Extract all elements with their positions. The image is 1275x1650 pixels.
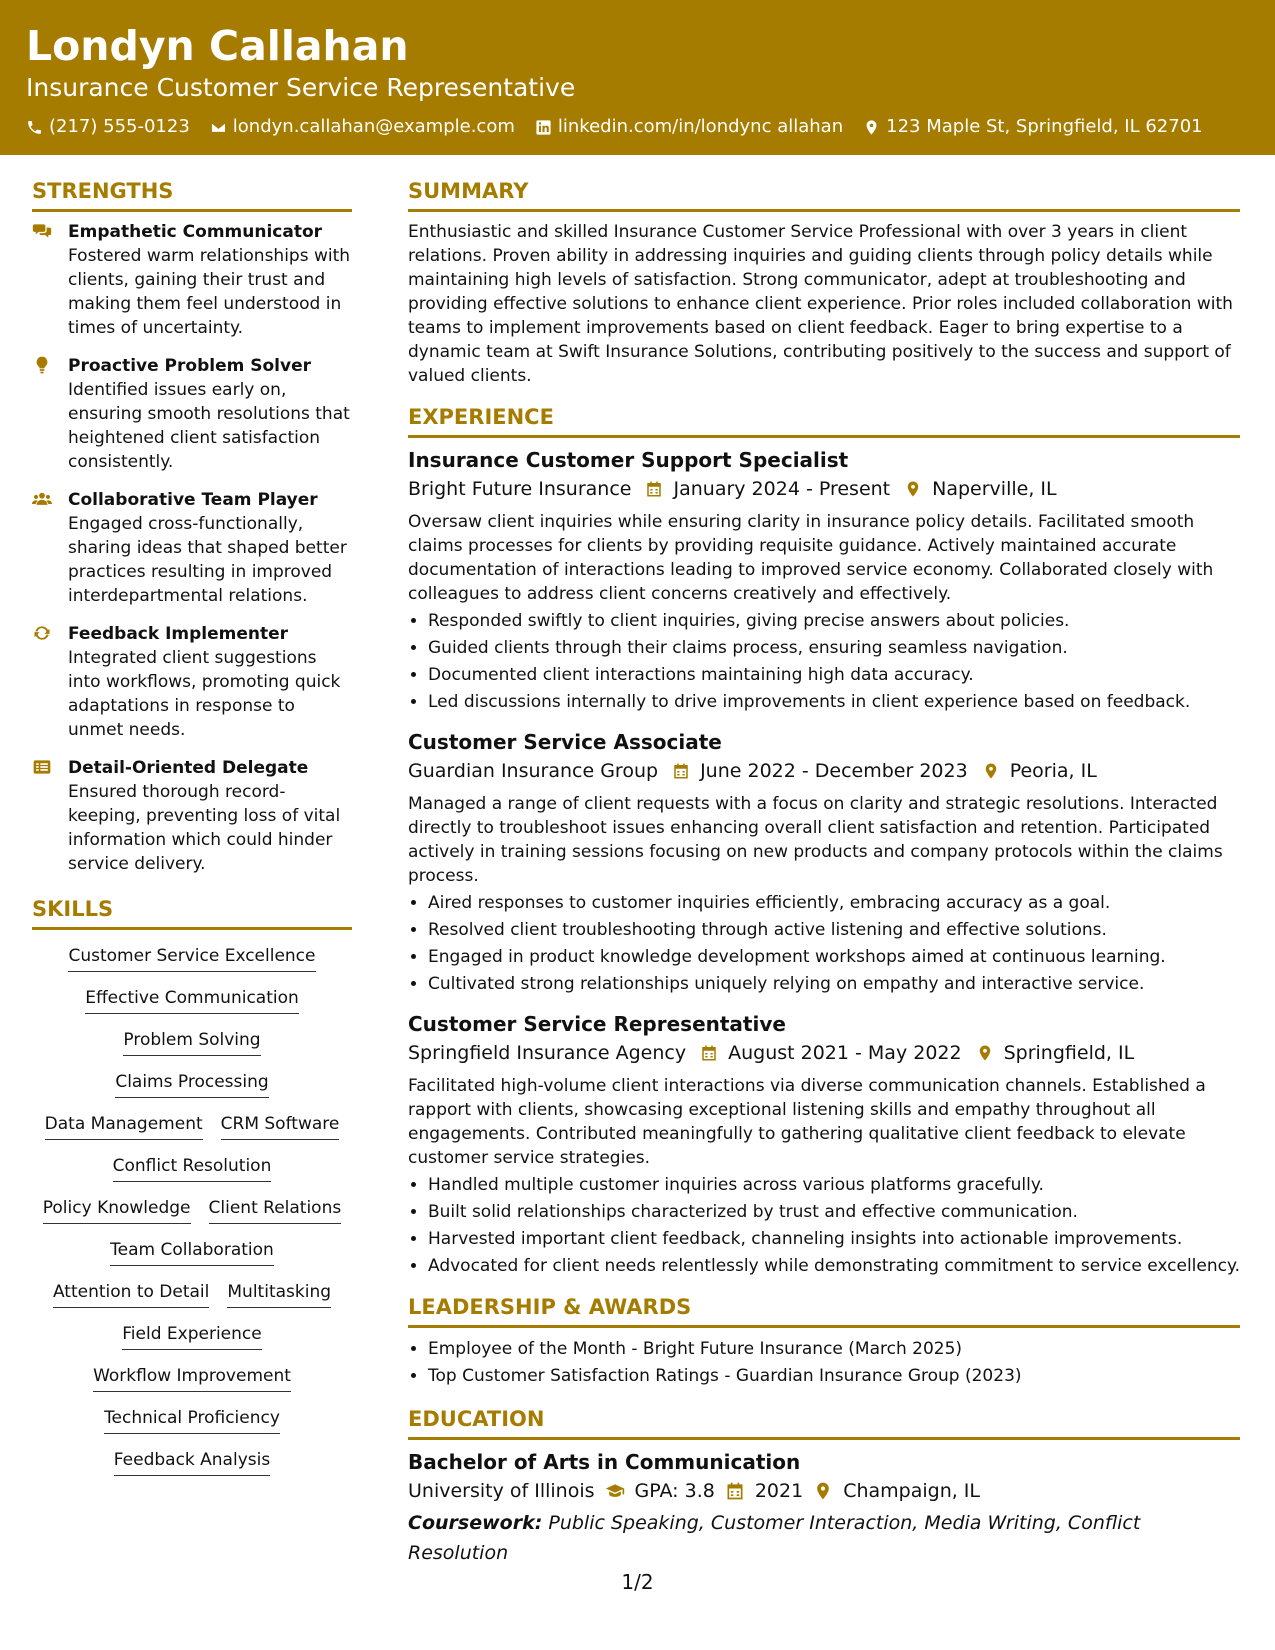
skill-row <box>43 1196 341 1224</box>
strength-item <box>32 756 352 876</box>
address-text: 123 Maple St, Springfield, IL 62701 <box>886 116 1203 137</box>
users-icon <box>32 489 52 509</box>
contact-phone[interactable] <box>26 114 190 140</box>
skill-row <box>110 1238 274 1266</box>
school-location: Champaign, IL <box>843 1480 981 1502</box>
job-dates: June 2022 - December 2023 <box>700 760 968 782</box>
job-location: Springfield, IL <box>1003 1042 1135 1064</box>
job-bullet: • Handled multiple customer inquiries across various platforms gracefully. <box>428 1172 1240 1199</box>
strength-title: Empathetic Communicator <box>68 222 323 242</box>
map-marker-icon <box>982 762 1000 780</box>
gpa-text: GPA: 3.8 <box>634 1480 715 1502</box>
calendar-icon <box>725 1481 745 1501</box>
strengths-heading: STRENGTHS <box>32 176 352 212</box>
phone-text: (217) 555-0123 <box>49 116 190 137</box>
coursework <box>408 1508 1240 1568</box>
page-number: 1/2 <box>621 1570 654 1594</box>
strength-item <box>32 354 352 474</box>
contact-email[interactable] <box>210 114 515 140</box>
job-title: Customer Service Associate <box>408 730 722 754</box>
linkedin-text: linkedin.com/in/londync allahan <box>557 116 844 137</box>
contact-bar <box>26 114 1249 140</box>
summary-heading: SUMMARY <box>408 176 1240 212</box>
left-column <box>32 176 352 1476</box>
skill-row <box>123 1028 260 1056</box>
skill-tag: Data Management <box>45 1112 203 1140</box>
strength-desc: Engaged cross-functionally, sharing ideas that shaped better practices resulting in improved interdepartmental relations. <box>68 514 347 606</box>
skill-row <box>68 944 315 972</box>
job-location: Naperville, IL <box>932 478 1057 500</box>
map-marker-icon <box>976 1044 994 1062</box>
map-marker-icon <box>904 480 922 498</box>
job-description: Oversaw client inquiries while ensuring clarity in insurance policy details. Facilitated smooth claims processes for clients by providing requisite guidance. Actively maintained accurate documentation of interactions leading to improved service economy. Collaborated closely with colleagues to address client concerns creatively and effectively. <box>408 512 1214 604</box>
job-meta <box>408 756 1240 786</box>
job-company: Guardian Insurance Group <box>408 760 659 782</box>
degree-title: Bachelor of Arts in Communication <box>408 1450 801 1474</box>
job-title: Customer Service Representative <box>408 1012 786 1036</box>
skill-row <box>114 1448 270 1476</box>
contact-address <box>863 114 1202 140</box>
job-meta <box>408 1038 1240 1068</box>
job-company: Springfield Insurance Agency <box>408 1042 687 1064</box>
linkedin-icon <box>535 119 552 136</box>
strength-desc: Identified issues early on, ensuring smooth resolutions that heightened client satisfaction consistently. <box>68 380 350 472</box>
candidate-name: Londyn Callahan <box>26 22 409 70</box>
skill-row <box>104 1406 280 1434</box>
strength-item <box>32 488 352 608</box>
skill-row <box>45 1112 340 1140</box>
job-description: Managed a range of client requests with a focus on clarity and strategic resolutions. Interacted directly to troubleshoot issues enhancing overall client satisfaction and retention. Participated actively in training sessions focusing on new products and company protocols within the claims process. <box>408 794 1223 886</box>
experience-list <box>408 446 1240 1280</box>
job-location: Peoria, IL <box>1009 760 1097 782</box>
job-bullets <box>408 890 1240 998</box>
job-bullet: • Documented client interactions maintaining high data accuracy. <box>428 662 1240 689</box>
calendar-icon <box>700 1044 718 1062</box>
job-company: Bright Future Insurance <box>408 478 632 500</box>
list-icon <box>32 757 52 777</box>
job-bullet: • Built solid relationships characterized by trust and effective communication. <box>428 1199 1240 1226</box>
resume-header <box>0 0 1275 155</box>
skill-row <box>93 1364 291 1392</box>
skill-tag: Effective Communication <box>85 986 299 1014</box>
job-bullet: • Advocated for client needs relentlessly while demonstrating commitment to service excellency. <box>428 1253 1240 1280</box>
skill-tag: Client Relations <box>209 1196 342 1224</box>
graduation-cap-icon <box>605 1481 625 1501</box>
education-meta <box>408 1476 1240 1506</box>
award-item: • Employee of the Month - Bright Future Insurance (March 2025) <box>428 1336 1240 1363</box>
award-item: • Top Customer Satisfaction Ratings - Guardian Insurance Group (2023) <box>428 1363 1240 1390</box>
skill-tag: Claims Processing <box>115 1070 268 1098</box>
skill-tag: Workflow Improvement <box>93 1364 291 1392</box>
calendar-icon <box>672 762 690 780</box>
candidate-role: Insurance Customer Service Representative <box>26 73 576 102</box>
phone-icon <box>26 119 43 136</box>
skill-tag: Field Experience <box>122 1322 261 1350</box>
experience-heading: EXPERIENCE <box>408 402 1240 438</box>
email-text: londyn.callahan@example.com <box>232 116 515 137</box>
job-dates: August 2021 - May 2022 <box>728 1042 962 1064</box>
job-dates: January 2024 - Present <box>673 478 891 500</box>
job-bullet: • Aired responses to customer inquiries efficiently, embracing accuracy as a goal. <box>428 890 1240 917</box>
job-bullets <box>408 608 1240 716</box>
job-description: Facilitated high-volume client interactions via diverse communication channels. Established a rapport with clients, showcasing exceptional listening skills and empathy throughout all engagements. Contributed meaningfully to gathering qualitative client feedback to elevate customer service strategies. <box>408 1076 1206 1168</box>
contact-linkedin[interactable] <box>535 114 843 140</box>
lightbulb-icon <box>32 355 52 375</box>
strength-title: Detail-Oriented Delegate <box>68 758 309 778</box>
skill-row <box>113 1154 272 1182</box>
skill-tag: Technical Proficiency <box>104 1406 280 1434</box>
skill-tag: Feedback Analysis <box>114 1448 270 1476</box>
skill-tag: Conflict Resolution <box>113 1154 272 1182</box>
skill-tag: Customer Service Excellence <box>68 944 315 972</box>
school-name: University of Illinois <box>408 1480 595 1502</box>
job-entry <box>408 1010 1240 1280</box>
coursework-label: Coursework: <box>408 1512 543 1534</box>
strength-desc: Ensured thorough record-keeping, preventing loss of vital information which could hinder service delivery. <box>68 782 341 874</box>
skill-tag: CRM Software <box>221 1112 340 1140</box>
coursework-text: Public Speaking, Customer Interaction, Media Writing, Conflict Resolution <box>408 1512 1141 1564</box>
job-entry <box>408 728 1240 998</box>
strength-item <box>32 220 352 340</box>
job-bullet: • Resolved client troubleshooting through active listening and effective solutions. <box>428 917 1240 944</box>
job-entry <box>408 446 1240 716</box>
strength-title: Proactive Problem Solver <box>68 356 311 376</box>
job-meta <box>408 474 1240 504</box>
calendar-icon <box>645 480 663 498</box>
map-marker-icon <box>863 119 880 136</box>
skill-tag: Attention to Detail <box>53 1280 209 1308</box>
awards-heading: LEADERSHIP & AWARDS <box>408 1292 1240 1328</box>
job-bullet: • Led discussions internally to drive improvements in client experience based on feedback. <box>428 689 1240 716</box>
skill-tag: Policy Knowledge <box>43 1196 191 1224</box>
skills-heading: SKILLS <box>32 894 352 930</box>
right-column <box>408 176 1240 1568</box>
strength-title: Feedback Implementer <box>68 624 289 644</box>
strength-title: Collaborative Team Player <box>68 490 318 510</box>
summary-text: Enthusiastic and skilled Insurance Customer Service Professional with over 3 years in client relations. Proven ability in addressing inquiries and guiding clients through policy details while maintaining high levels of satisfaction. Strong communicator, adept at troubleshooting and providing effective solutions to enhance client experience. Prior roles included collaboration with teams to implement improvements based on client feedback. Eager to bring expertise to a dynamic team at Swift Insurance Solutions, contributing positively to the success and support of valued clients. <box>408 222 1233 386</box>
skill-row <box>122 1322 261 1350</box>
job-bullet: • Harvested important client feedback, channeling insights into actionable improvements. <box>428 1226 1240 1253</box>
strength-desc: Integrated client suggestions into workflows, promoting quick adaptations in response to unmet needs. <box>68 648 341 740</box>
skill-tag: Problem Solving <box>123 1028 260 1056</box>
skill-row <box>115 1070 268 1098</box>
job-bullet: • Responded swiftly to client inquiries, giving precise answers about policies. <box>428 608 1240 635</box>
skill-tag: Team Collaboration <box>110 1238 274 1266</box>
job-bullet: • Guided clients through their claims process, ensuring seamless navigation. <box>428 635 1240 662</box>
skill-row <box>53 1280 331 1308</box>
job-bullets <box>408 1172 1240 1280</box>
education-heading: EDUCATION <box>408 1404 1240 1440</box>
comments-icon <box>32 221 52 241</box>
graduation-year: 2021 <box>754 1480 804 1502</box>
strength-item <box>32 622 352 742</box>
job-title: Insurance Customer Support Specialist <box>408 448 849 472</box>
job-bullet: • Cultivated strong relationships uniquely relying on empathy and interactive service. <box>428 971 1240 998</box>
job-bullet: • Engaged in product knowledge development workshops aimed at continuous learning. <box>428 944 1240 971</box>
map-marker-icon <box>813 1481 833 1501</box>
strength-desc: Fostered warm relationships with clients, gaining their trust and making them feel understood in times of uncertainty. <box>68 246 351 338</box>
sync-icon <box>32 623 52 643</box>
awards-list <box>408 1336 1240 1390</box>
envelope-icon <box>210 119 227 136</box>
skill-row <box>85 986 299 1014</box>
skills-list <box>32 944 352 1476</box>
skill-tag: Multitasking <box>227 1280 331 1308</box>
